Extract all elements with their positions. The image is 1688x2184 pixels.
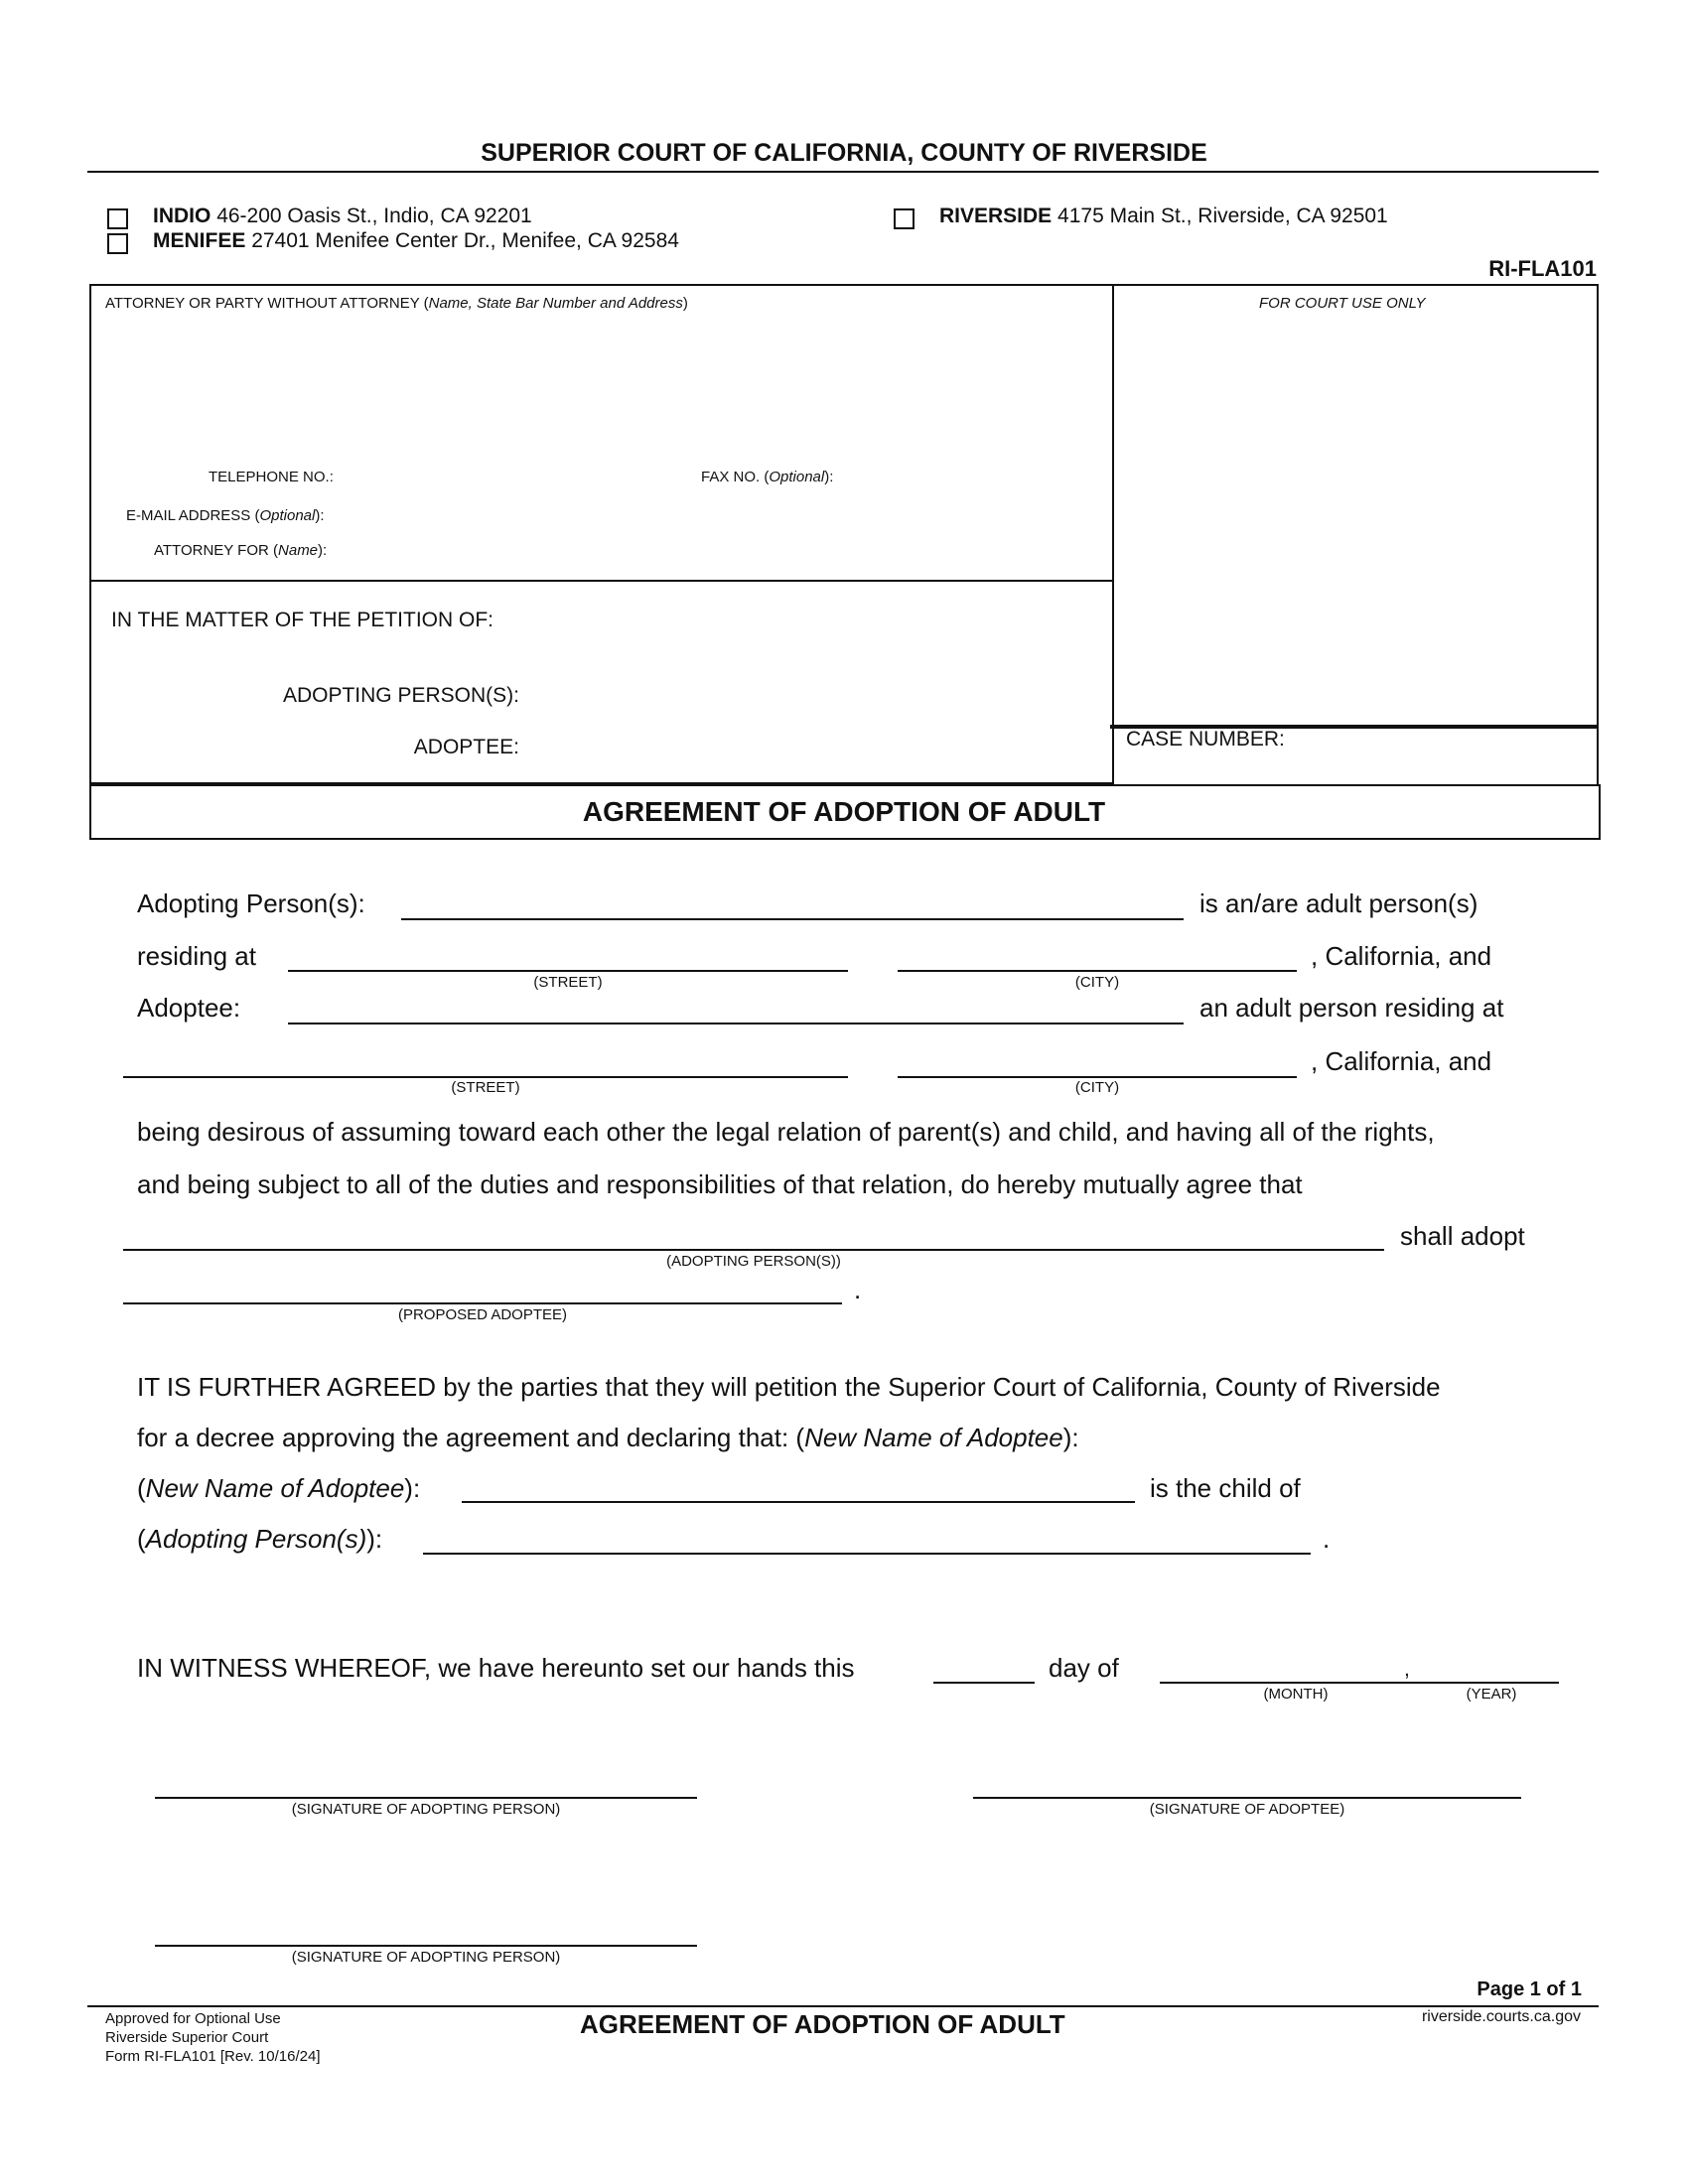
child-of-text: is the child of — [1150, 1473, 1301, 1503]
attorney-label-italic: Name, State Bar Number and Address — [428, 295, 683, 312]
adopter-street-field[interactable] — [288, 970, 848, 972]
riverside-address: 4175 Main St., Riverside, CA 92501 — [1057, 205, 1388, 227]
day-field[interactable] — [933, 1682, 1035, 1684]
adopting-persons-caption: (ADOPTING PERSON(S)) — [666, 1253, 841, 1270]
month-year-field[interactable] — [1160, 1682, 1559, 1684]
email-label — [126, 507, 325, 524]
riverside-checkbox[interactable] — [894, 208, 914, 229]
website[interactable]: riverside.courts.ca.gov — [1421, 2008, 1581, 2025]
further-agreed-line-2 — [137, 1423, 1079, 1453]
indio-checkbox[interactable] — [107, 208, 128, 229]
attorney-for-end: ): — [318, 542, 328, 559]
adoptee-street-field[interactable] — [123, 1076, 848, 1078]
attorney-label-end: ) — [682, 295, 688, 312]
adopting-persons-label: ADOPTING PERSON(S): — [282, 684, 519, 707]
fax-text: FAX NO. ( — [701, 469, 770, 485]
sig-adoptee-caption: (SIGNATURE OF ADOPTEE) — [1149, 1801, 1345, 1818]
adopting-persons-line-label: Adopting Person(s): — [137, 888, 365, 918]
approved-line-2: Riverside Superior Court — [105, 2029, 269, 2046]
desirous-paragraph-1: being desirous of assuming toward each other the legal relation of parent(s) and child, and having all of the rights, — [137, 1117, 1435, 1147]
period-2: . — [1323, 1524, 1331, 1554]
court-use-label — [1259, 295, 1426, 312]
menifee-location — [153, 229, 679, 253]
fax-italic: Optional — [769, 469, 825, 485]
desirous-paragraph-2: and being subject to all of the duties and responsibilities of that relation, do hereby mutually agree that — [137, 1169, 1303, 1199]
approved-line-1: Approved for Optional Use — [105, 2010, 281, 2027]
email-end: ): — [315, 507, 325, 524]
case-number-label: CASE NUMBER: — [1126, 728, 1285, 751]
california-and-text-1: , California, and — [1311, 941, 1492, 971]
adopting-persons-field[interactable] — [401, 918, 1184, 920]
adult-residing-text: an adult person residing at — [1199, 993, 1504, 1023]
adopting-person-signature-1[interactable] — [155, 1797, 697, 1799]
period-1: . — [854, 1275, 862, 1304]
adoptee-name-field[interactable] — [288, 1023, 1184, 1024]
attorney-for-italic: Name — [278, 542, 319, 559]
new-name-open: ( — [137, 1473, 146, 1503]
menifee-checkbox[interactable] — [107, 233, 128, 254]
email-text: E-MAIL ADDRESS ( — [126, 507, 260, 524]
adopting-persons-decree-field[interactable] — [423, 1553, 1311, 1555]
email-italic: Optional — [259, 507, 316, 524]
witness-text: IN WITNESS WHEREOF, we have hereunto set our hands this — [137, 1653, 855, 1683]
form-number: RI-FLA101 — [1488, 256, 1597, 281]
residing-at-label: residing at — [137, 941, 256, 971]
adult-persons-text: is an/are adult person(s) — [1199, 888, 1478, 918]
adopting-persons-agree-field[interactable] — [123, 1249, 1384, 1251]
attorney-for-label — [154, 542, 327, 559]
further2-text: for a decree approving the agreement and declaring that: ( — [137, 1423, 805, 1452]
footer-rule — [87, 2005, 1599, 2007]
new-name-close: ): — [404, 1473, 421, 1503]
menifee-name: MENIFEE — [153, 229, 246, 252]
year-caption: (YEAR) — [1466, 1686, 1517, 1703]
adoptee-signature[interactable] — [973, 1797, 1521, 1799]
new-name-label — [137, 1473, 420, 1504]
adopting-italic: Adopting Person(s) — [145, 1524, 367, 1554]
telephone-label: TELEPHONE NO.: — [209, 469, 334, 485]
document-title: AGREEMENT OF ADOPTION OF ADULT — [582, 796, 1106, 827]
proposed-adoptee-field[interactable] — [123, 1302, 842, 1304]
date-comma: , — [1404, 1658, 1410, 1681]
riverside-location — [939, 205, 1388, 228]
court-use-text: FOR COURT USE ONLY — [1259, 295, 1426, 312]
indio-name: INDIO — [153, 205, 211, 227]
adoptee-label: ADOPTEE: — [413, 736, 519, 758]
matter-label: IN THE MATTER OF THE PETITION OF: — [111, 609, 494, 631]
indio-location — [153, 205, 532, 228]
court-use-box — [1110, 284, 1599, 729]
riverside-name: RIVERSIDE — [939, 205, 1053, 227]
california-and-text-2: , California, and — [1311, 1046, 1492, 1076]
adopting-open: ( — [137, 1524, 146, 1554]
adopting-person-signature-2[interactable] — [155, 1945, 697, 1947]
court-title: SUPERIOR COURT OF CALIFORNIA, COUNTY OF RIVERSIDE — [481, 139, 1207, 167]
city-caption-2: (CITY) — [1074, 1079, 1120, 1096]
street-caption-1: (STREET) — [533, 974, 603, 991]
new-name-italic: New Name of Adoptee — [145, 1473, 405, 1503]
adoptee-line-label: Adoptee: — [137, 993, 241, 1023]
approved-line-3: Form RI-FLA101 [Rev. 10/16/24] — [105, 2048, 321, 2065]
approved-block — [105, 2009, 320, 2066]
adopting-persons-decree-label — [137, 1524, 382, 1555]
sig-adopting-caption-1: (SIGNATURE OF ADOPTING PERSON) — [291, 1801, 561, 1818]
footer-title: AGREEMENT OF ADOPTION OF ADULT — [580, 2009, 1065, 2039]
adopter-city-field[interactable] — [898, 970, 1297, 972]
fax-label — [701, 469, 833, 485]
new-name-field[interactable] — [462, 1501, 1135, 1503]
menifee-address: 27401 Menifee Center Dr., Menifee, CA 92584 — [251, 229, 679, 252]
shall-adopt-text: shall adopt — [1400, 1221, 1525, 1251]
header-rule — [87, 171, 1599, 173]
street-caption-2: (STREET) — [451, 1079, 520, 1096]
adoptee-city-field[interactable] — [898, 1076, 1297, 1078]
attorney-label — [105, 295, 688, 312]
further-agreed-line-1: IT IS FURTHER AGREED by the parties that they will petition the Superior Court of California, County of Riverside — [137, 1372, 1441, 1402]
indio-address: 46-200 Oasis St., Indio, CA 92201 — [216, 205, 532, 227]
page-number: Page 1 of 1 — [1477, 1979, 1582, 2000]
city-caption-1: (CITY) — [1074, 974, 1120, 991]
month-caption: (MONTH) — [1263, 1686, 1329, 1703]
attorney-box — [89, 284, 1114, 582]
proposed-adoptee-caption: (PROPOSED ADOPTEE) — [397, 1306, 568, 1323]
further2-end: ): — [1062, 1423, 1079, 1452]
sig-adopting-caption-2: (SIGNATURE OF ADOPTING PERSON) — [291, 1949, 561, 1966]
adopting-close: ): — [366, 1524, 383, 1554]
fax-end: ): — [824, 469, 834, 485]
attorney-label-text: ATTORNEY OR PARTY WITHOUT ATTORNEY ( — [105, 295, 429, 312]
further2-italic: New Name of Adoptee — [804, 1423, 1063, 1452]
attorney-for-text: ATTORNEY FOR ( — [154, 542, 279, 559]
day-of-text: day of — [1049, 1653, 1119, 1683]
